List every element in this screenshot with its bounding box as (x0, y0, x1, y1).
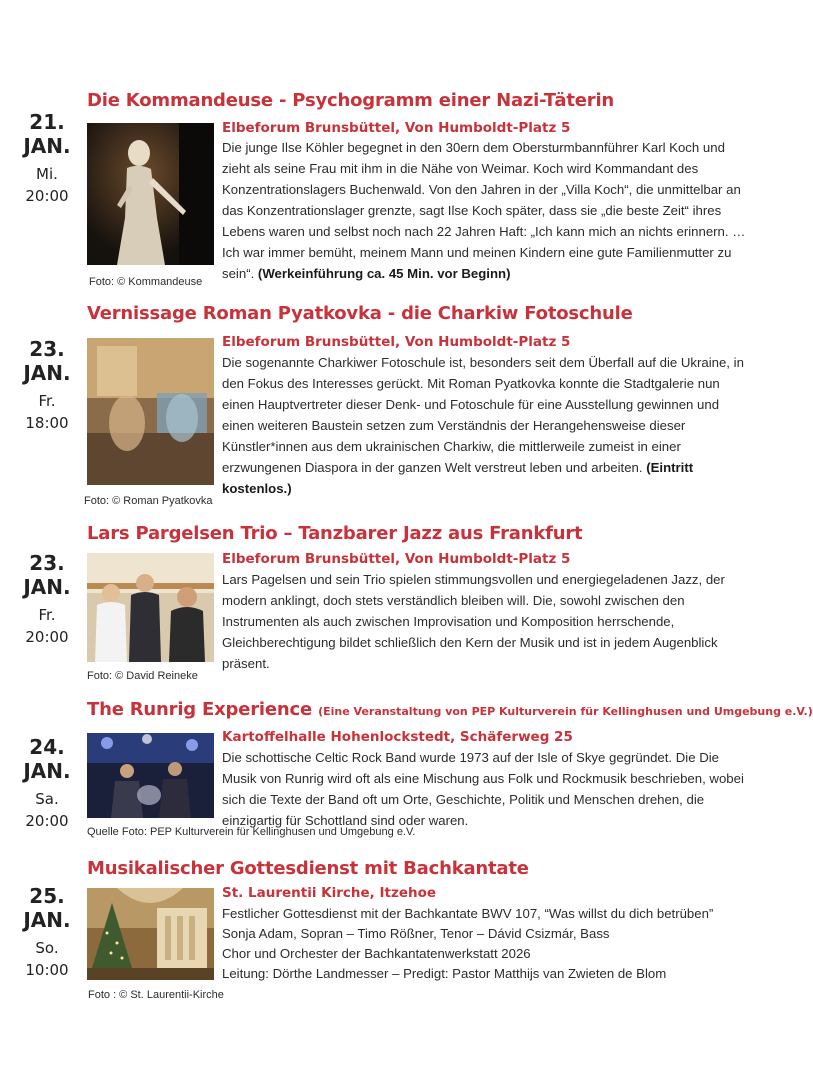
event-date (16, 551, 78, 647)
event-title-main: The Runrig Experience (87, 699, 313, 720)
event-title-note: (Eine Veranstaltung von PEP Kulturverein für Kellinghusen und Umgebung e.V.) (318, 705, 813, 718)
event-venue: Elbeforum Brunsbüttel, Von Humboldt-Platz 5 (222, 120, 571, 136)
event-details (222, 904, 750, 984)
date-time: 20:00 (25, 628, 69, 646)
date-weekday: Fr. (38, 606, 56, 624)
event-description: Lars Pagelsen und sein Trio spielen stimmungsvollen und energiegeladenen Jazz, der modern anklingt, doch stets verständlich bleiben will. Die, sowohl zwischen den Instrumenten als auch zwischen Improvisation und Komposition herrschende, Gleichberechtigung bildet schließlich den Kern der Musik und ist in jedem Augenblick präsent. (222, 572, 725, 671)
photo-credit: Foto: © David Reineke (87, 670, 198, 682)
date-time: 18:00 (25, 414, 69, 432)
event-description (222, 137, 750, 284)
event-date (16, 110, 78, 206)
description-highlight: (Eintritt kostenlos.) (222, 460, 694, 496)
date-weekday: Sa. (35, 790, 59, 808)
event-title (87, 699, 813, 720)
detail-line: Festlicher Gottesdienst mit der Bachkantate BWV 107, “Was willst du dich betrüben” (222, 906, 714, 921)
description-highlight: (Werkeinführung ca. 45 Min. vor Beginn) (257, 266, 511, 281)
event-date (16, 735, 78, 831)
event-title: Lars Pargelsen Trio – Tanzbarer Jazz aus Frankfurt (87, 523, 583, 544)
event-date (16, 337, 78, 433)
date-time: 20:00 (25, 812, 69, 830)
event-title: Die Kommandeuse - Psychogramm einer Nazi-Täterin (87, 90, 615, 111)
event-venue: Elbeforum Brunsbüttel, Von Humboldt-Platz 5 (222, 334, 571, 350)
date-weekday: Fr. (38, 392, 56, 410)
photo-credit: Quelle Foto: PEP Kulturverein für Kellinghusen und Umgebung e.V. (87, 826, 416, 838)
event-title: Musikalischer Gottesdienst mit Bachkantate (87, 858, 529, 879)
detail-line: Chor und Orchester der Bachkantatenwerkstatt 2026 (222, 946, 531, 961)
event-venue: St. Laurentii Kirche, Itzehoe (222, 885, 437, 901)
photo-credit: Foto: © Roman Pyatkovka (84, 495, 213, 507)
event-description: Die schottische Celtic Rock Band wurde 1973 auf der Isle of Skye gegründet. Die Die Musik von Runrig wird oft als eine Mischung aus Folk und Rockmusik beschrieben, wobei sich die Texte der Band oft um Orte, Geschichte, Politik und Menschen drehen, die einzigartig für Schottland sind oder waren. (222, 750, 744, 828)
date-day: 23. (29, 551, 65, 575)
date-month: JAN. (23, 361, 71, 385)
photo-credit: Foto : © St. Laurentii-Kirche (88, 989, 224, 1001)
date-time: 10:00 (25, 961, 69, 979)
event-venue: Elbeforum Brunsbüttel, Von Humboldt-Platz 5 (222, 551, 571, 567)
description-text: Die sogenannte Charkiwer Fotoschule ist, besonders seit dem Überfall auf die Ukraine, in den Fokus des Interesses gerückt. Mit Roman Pyatkovka konnte die Stadtgalerie nun einen Hauptvertreter dieser Denk- und Fotoschule für eine Ausstellung gewinnen und einen weiteren Baustein setzen zum Verständnis der Herangehensweise dieser Künstler*innen aus dem ukrainischen Charkiw, die mittlerweile zumeist in einer erzwungenen Diaspora in der ganzen Welt verstreut leben und arbeiten. (222, 355, 744, 475)
photo-credit: Foto: © Kommandeuse (89, 276, 203, 288)
date-day: 25. (29, 884, 65, 908)
event-photo (87, 553, 214, 662)
date-month: JAN. (23, 134, 71, 158)
date-weekday: So. (35, 939, 59, 957)
event-photo (87, 123, 214, 265)
date-day: 24. (29, 735, 65, 759)
description-text: Die junge Ilse Köhler begegnet in den 30ern dem Obersturmbannführer Karl Koch und zieht als seine Frau mit ihm in die Nähe von Weimar. Koch wird Kommandant des Konzentrationslagers Buchenwald. Von den Jahren in der „Villa Koch“, die unmittelbar an das Konzentrationslager grenzte, sagt Ilse Koch später, dass sie „die beste Zeit“ ihres Lebens waren und selbst noch nach 22 Jahren Haft: „Ich kann mich an nichts erinnern. …Ich war immer bemüht, meinem Mann und meinen Kindern eine gute Familienmutter zu sein“. (222, 140, 746, 281)
date-month: JAN. (23, 759, 71, 783)
event-description (222, 352, 750, 499)
event-photo (87, 338, 214, 485)
event-date (16, 884, 78, 980)
event-photo (87, 733, 214, 818)
date-month: JAN. (23, 908, 71, 932)
event-title: Vernissage Roman Pyatkovka - die Charkiw Fotoschule (87, 303, 633, 324)
detail-line: Leitung: Dörthe Landmesser – Predigt: Pastor Matthijs van Zwieten de Blom (222, 966, 667, 981)
date-weekday: Mi. (36, 165, 58, 183)
date-day: 23. (29, 337, 65, 361)
date-month: JAN. (23, 575, 71, 599)
date-day: 21. (29, 110, 65, 134)
event-venue: Kartoffelhalle Hohenlockstedt, Schäferweg 25 (222, 729, 573, 745)
date-time: 20:00 (25, 187, 69, 205)
event-photo (87, 888, 214, 980)
detail-line: Sonja Adam, Sopran – Timo Rößner, Tenor – Dávid Csizmár, Bass (222, 926, 610, 941)
